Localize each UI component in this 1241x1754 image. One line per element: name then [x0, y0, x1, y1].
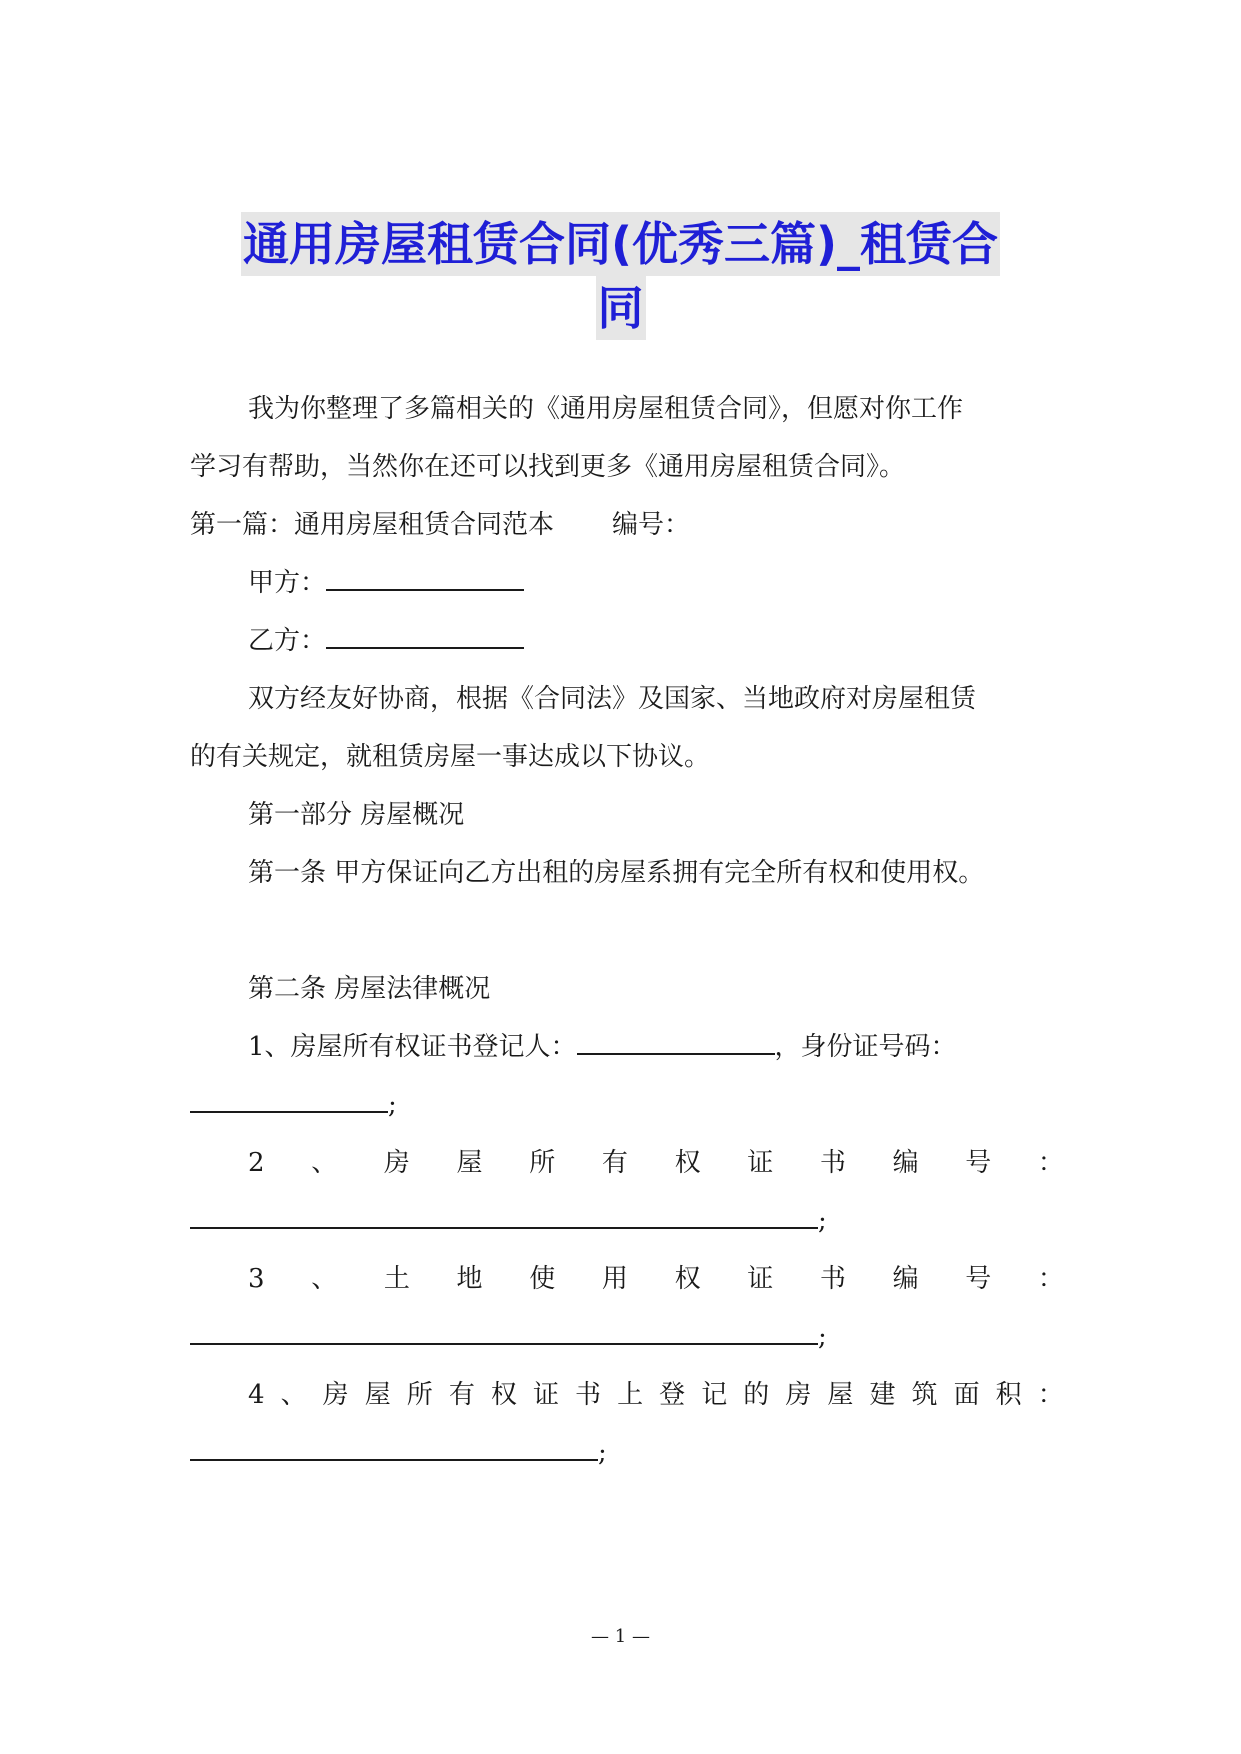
page-number: — 1 — — [591, 1626, 650, 1647]
item-4-char: 证 — [532, 1380, 559, 1410]
item-2-char: 证 — [747, 1148, 774, 1178]
item-3-char: 用 — [601, 1264, 628, 1294]
party-a-line — [190, 565, 1122, 601]
item-2-char: 编 — [892, 1148, 919, 1178]
party-a-label: 甲方： — [248, 568, 327, 598]
item-4-char: 登 — [659, 1380, 686, 1410]
agreement-paragraph-line-1: 双方经友好协商，根据《合同法》及国家、当地政府对房屋租赁 — [248, 684, 977, 714]
title-line-1: 通用房屋租赁合同(优秀三篇)_租赁合 — [241, 212, 1000, 276]
item-4-char: 所 — [406, 1380, 433, 1410]
item-2-char: 所 — [529, 1148, 556, 1178]
item-4-char: 房 — [322, 1380, 349, 1410]
item-2-char: 号 — [965, 1148, 992, 1178]
item-4-char: ： — [1037, 1380, 1064, 1410]
item-1-line — [190, 1029, 1122, 1065]
item-4-char: 、 — [280, 1380, 307, 1410]
title-line-2: 同 — [596, 276, 646, 340]
certificate-number-line — [190, 1203, 1064, 1239]
semicolon: ; — [598, 1438, 607, 1468]
item-3-char: 3 — [248, 1264, 265, 1294]
part-one-title: 第一篇：通用房屋租赁合同范本 — [190, 510, 555, 540]
item-4-char: 4 — [248, 1380, 265, 1410]
land-certificate-blank[interactable] — [190, 1321, 818, 1345]
item-4-char: 筑 — [911, 1380, 938, 1410]
item-2-char: 、 — [311, 1148, 338, 1178]
party-a-blank[interactable] — [326, 567, 524, 591]
contract-number-label: 编号： — [612, 510, 691, 540]
land-certificate-line — [190, 1319, 1064, 1355]
item-3-char: 土 — [383, 1264, 410, 1294]
item-4-char: 建 — [869, 1380, 896, 1410]
item-4-char: 面 — [953, 1380, 980, 1410]
item-4-char: 房 — [785, 1380, 812, 1410]
item-3-char: ： — [1037, 1264, 1064, 1294]
item-3-line — [190, 1261, 1064, 1297]
item-4-char: 上 — [617, 1380, 644, 1410]
article-two: 第二条 房屋法律概况 — [248, 974, 491, 1004]
item-3-char: 地 — [456, 1264, 483, 1294]
document-title — [0, 212, 1241, 340]
item-4-char: 书 — [575, 1380, 602, 1410]
party-b-label: 乙方： — [248, 626, 327, 656]
part-one-heading — [190, 507, 1064, 543]
item-2-char: ： — [1037, 1148, 1064, 1178]
item-4-char: 屋 — [364, 1380, 391, 1410]
intro-paragraph-line-1: 我为你整理了多篇相关的《通用房屋租赁合同》，但愿对你工作 — [248, 394, 964, 424]
item-2-char: 2 — [248, 1148, 265, 1178]
item-3-char: 号 — [965, 1264, 992, 1294]
item-3-char: 、 — [311, 1264, 338, 1294]
item-3-char: 书 — [819, 1264, 846, 1294]
floor-area-line — [190, 1435, 1064, 1471]
semicolon: ; — [818, 1322, 827, 1352]
floor-area-blank[interactable] — [190, 1437, 598, 1461]
item-3-char: 使 — [529, 1264, 556, 1294]
item-4-char: 积 — [995, 1380, 1022, 1410]
article-one: 第一条 甲方保证向乙方出租的房屋系拥有完全所有权和使用权。 — [248, 858, 985, 888]
item-3-char: 权 — [674, 1264, 701, 1294]
id-number-blank[interactable] — [190, 1089, 388, 1113]
item-4-char: 的 — [743, 1380, 770, 1410]
item-3-char: 编 — [892, 1264, 919, 1294]
item-2-line — [190, 1145, 1064, 1181]
item-4-line — [190, 1377, 1064, 1413]
intro-paragraph-line-2: 学习有帮助，当然你在还可以找到更多《通用房屋租赁合同》。 — [190, 452, 906, 482]
section-one-heading: 第一部分 房屋概况 — [248, 800, 465, 830]
semicolon: ; — [388, 1090, 397, 1120]
id-number-line — [190, 1087, 1064, 1123]
semicolon: ; — [818, 1206, 827, 1236]
item-2-char: 房 — [383, 1148, 410, 1178]
item-2-char: 屋 — [456, 1148, 483, 1178]
item-2-char: 权 — [674, 1148, 701, 1178]
item-4-char: 有 — [448, 1380, 475, 1410]
item-3-char: 证 — [747, 1264, 774, 1294]
registrant-blank[interactable] — [577, 1031, 775, 1055]
item-2-char: 有 — [601, 1148, 628, 1178]
party-b-blank[interactable] — [326, 625, 524, 649]
item-4-char: 权 — [490, 1380, 517, 1410]
party-b-line — [190, 623, 1122, 659]
item-2-char: 书 — [819, 1148, 846, 1178]
certificate-number-blank[interactable] — [190, 1205, 818, 1229]
item-4-char: 记 — [701, 1380, 728, 1410]
item-1-id-label: ，身份证号码： — [774, 1032, 957, 1062]
agreement-paragraph-line-2: 的有关规定，就租赁房屋一事达成以下协议。 — [190, 742, 711, 772]
item-4-char: 屋 — [827, 1380, 854, 1410]
item-1-prefix: 1、房屋所有权证书登记人： — [248, 1032, 577, 1062]
